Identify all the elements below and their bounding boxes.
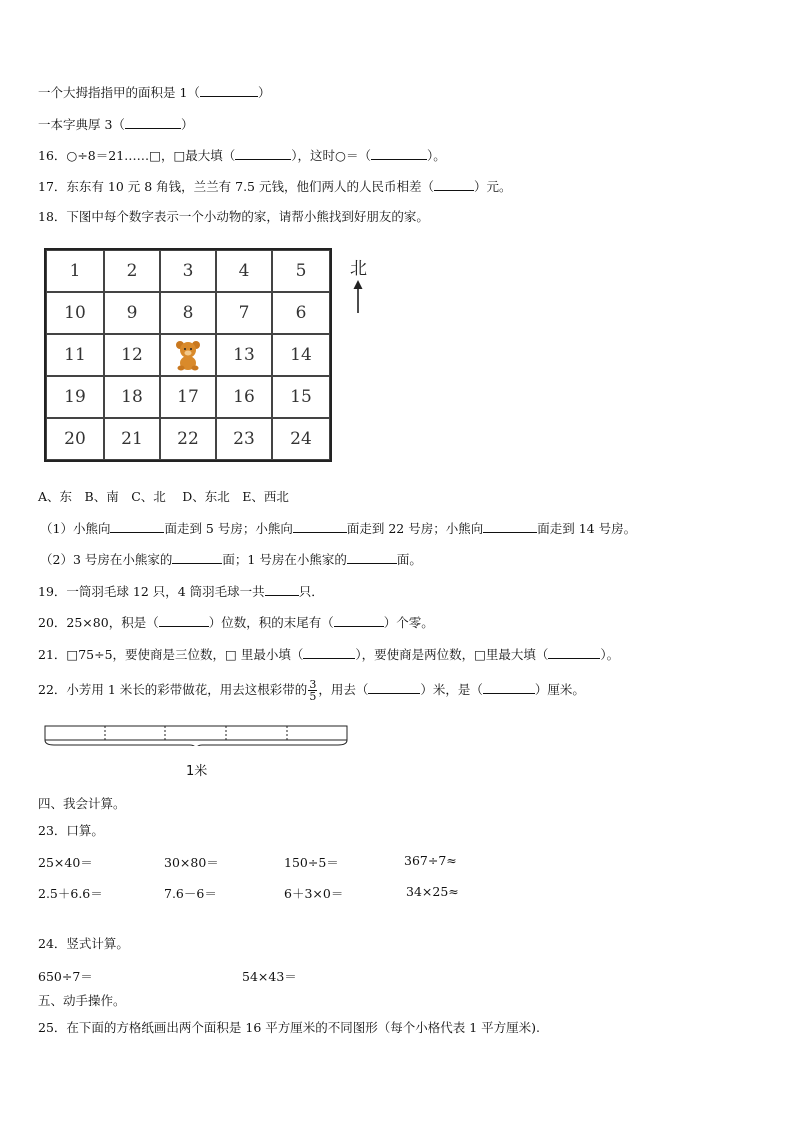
answer-blank[interactable] — [371, 147, 427, 160]
answer-blank[interactable] — [125, 116, 181, 129]
house-number-cell: 5 — [272, 250, 330, 292]
answer-blank[interactable] — [334, 614, 384, 627]
answer-blank[interactable] — [434, 178, 474, 191]
question-23: 23．口算。 — [38, 823, 104, 838]
house-number-cell: 4 — [216, 250, 272, 292]
house-number-cell: 23 — [216, 418, 272, 460]
answer-blank[interactable] — [172, 551, 222, 564]
answer-blank[interactable] — [159, 614, 209, 627]
house-number-cell: 14 — [272, 334, 330, 376]
question-18-part-1: （1）小熊向 面走到 5 号房；小熊向 面走到 22 号房；小熊向 面走到 14 号房。 — [40, 521, 637, 536]
house-number-cell: 20 — [46, 418, 104, 460]
house-number-cell: 19 — [46, 376, 104, 418]
oral-calc-item: 150÷5＝ — [284, 855, 339, 870]
house-number-cell: 6 — [272, 292, 330, 334]
house-number-cell: 24 — [272, 418, 330, 460]
house-number-cell: 7 — [216, 292, 272, 334]
bear-icon — [173, 339, 203, 371]
oral-calc-item: 34×25≈ — [406, 884, 459, 899]
ribbon-length-label: 1米 — [186, 764, 208, 779]
house-number-cell: 10 — [46, 292, 104, 334]
question-16: 16．○÷8＝21……□，□最大填（ ），这时○＝（ ）。 — [38, 148, 446, 163]
question-18: 18．下图中每个数字表示一个小动物的家，请帮小熊找到好朋友的家。 — [38, 209, 429, 224]
house-number-cell: 16 — [216, 376, 272, 418]
house-number-cell: 3 — [160, 250, 216, 292]
house-grid — [44, 248, 332, 462]
house-number-cell: 1 — [46, 250, 104, 292]
answer-blank[interactable] — [293, 520, 347, 533]
question-thumbnail-area: 一个大拇指指甲的面积是 1（ ） — [38, 85, 271, 100]
answer-blank[interactable] — [347, 551, 397, 564]
section-5-heading: 五、动手操作。 — [38, 993, 126, 1008]
house-number-cell: 13 — [216, 334, 272, 376]
house-number-cell: 21 — [104, 418, 160, 460]
answer-blank[interactable] — [235, 147, 291, 160]
question-18-part-2: （2）3 号房在小熊家的 面；1 号房在小熊家的 面。 — [40, 552, 422, 567]
house-number-cell: 15 — [272, 376, 330, 418]
house-number-cell: 2 — [104, 250, 160, 292]
house-number-cell: 8 — [160, 292, 216, 334]
question-24: 24．竖式计算。 — [38, 936, 129, 951]
answer-blank[interactable] — [483, 681, 535, 694]
house-number-cell: 22 — [160, 418, 216, 460]
vertical-calc-item: 650÷7＝ — [38, 969, 93, 984]
answer-blank[interactable] — [483, 520, 537, 533]
answer-blank[interactable] — [110, 520, 164, 533]
oral-calc-item: 7.6－6＝ — [164, 886, 217, 901]
question-20: 20．25×80，积是（ ）位数，积的末尾有（ ）个零。 — [38, 615, 434, 630]
question-25: 25．在下面的方格纸画出两个面积是 16 平方厘米的不同图形（每个小格代表 1 平方厘米). — [38, 1020, 541, 1035]
question-21: 21．□75÷5，要使商是三位数，□ 里最小填（ ），要使商是两位数，□里最大填（ ）。 — [38, 647, 620, 662]
house-number-cell: 11 — [46, 334, 104, 376]
house-number-cell: 17 — [160, 376, 216, 418]
house-number-cell: 12 — [104, 334, 160, 376]
ribbon-bar — [44, 724, 348, 746]
answer-blank[interactable] — [368, 681, 420, 694]
answer-blank[interactable] — [303, 646, 355, 659]
north-label: 北 — [350, 259, 367, 279]
answer-blank[interactable] — [548, 646, 600, 659]
question-17: 17．东东有 10 元 8 角钱，兰兰有 7.5 元钱，他们两人的人民币相差（ ）元。 — [38, 179, 512, 194]
house-number-cell: 18 — [104, 376, 160, 418]
direction-options: A、东 B、南 C、北 D、东北 E、西北 — [38, 489, 289, 504]
bear-house-cell — [160, 334, 216, 376]
answer-blank[interactable] — [200, 84, 258, 97]
house-number-cell: 9 — [104, 292, 160, 334]
oral-calc-item: 6＋3×0＝ — [284, 886, 344, 901]
north-arrow-icon — [352, 280, 364, 314]
question-dictionary-thickness: 一本字典厚 3（ ） — [38, 117, 194, 132]
oral-calc-item: 2.5＋6.6＝ — [38, 886, 103, 901]
oral-calc-item: 25×40＝ — [38, 855, 93, 870]
fraction-three-fifths: $\frac{3}{5}$ — [309, 678, 317, 703]
answer-blank[interactable] — [265, 583, 299, 596]
question-22: 22．小芳用 1 米长的彩带做花，用去这根彩带的 $\frac{3}{5}$ ，用去（ ）米，是（ ）厘米。 — [38, 678, 585, 703]
vertical-calc-item: 54×43＝ — [242, 969, 297, 984]
question-19: 19．一筒羽毛球 12 只，4 筒羽毛球一共 只． — [38, 584, 324, 599]
oral-calc-item: 367÷7≈ — [404, 853, 457, 868]
oral-calc-item: 30×80＝ — [164, 855, 219, 870]
section-4-heading: 四、我会计算。 — [38, 796, 126, 811]
